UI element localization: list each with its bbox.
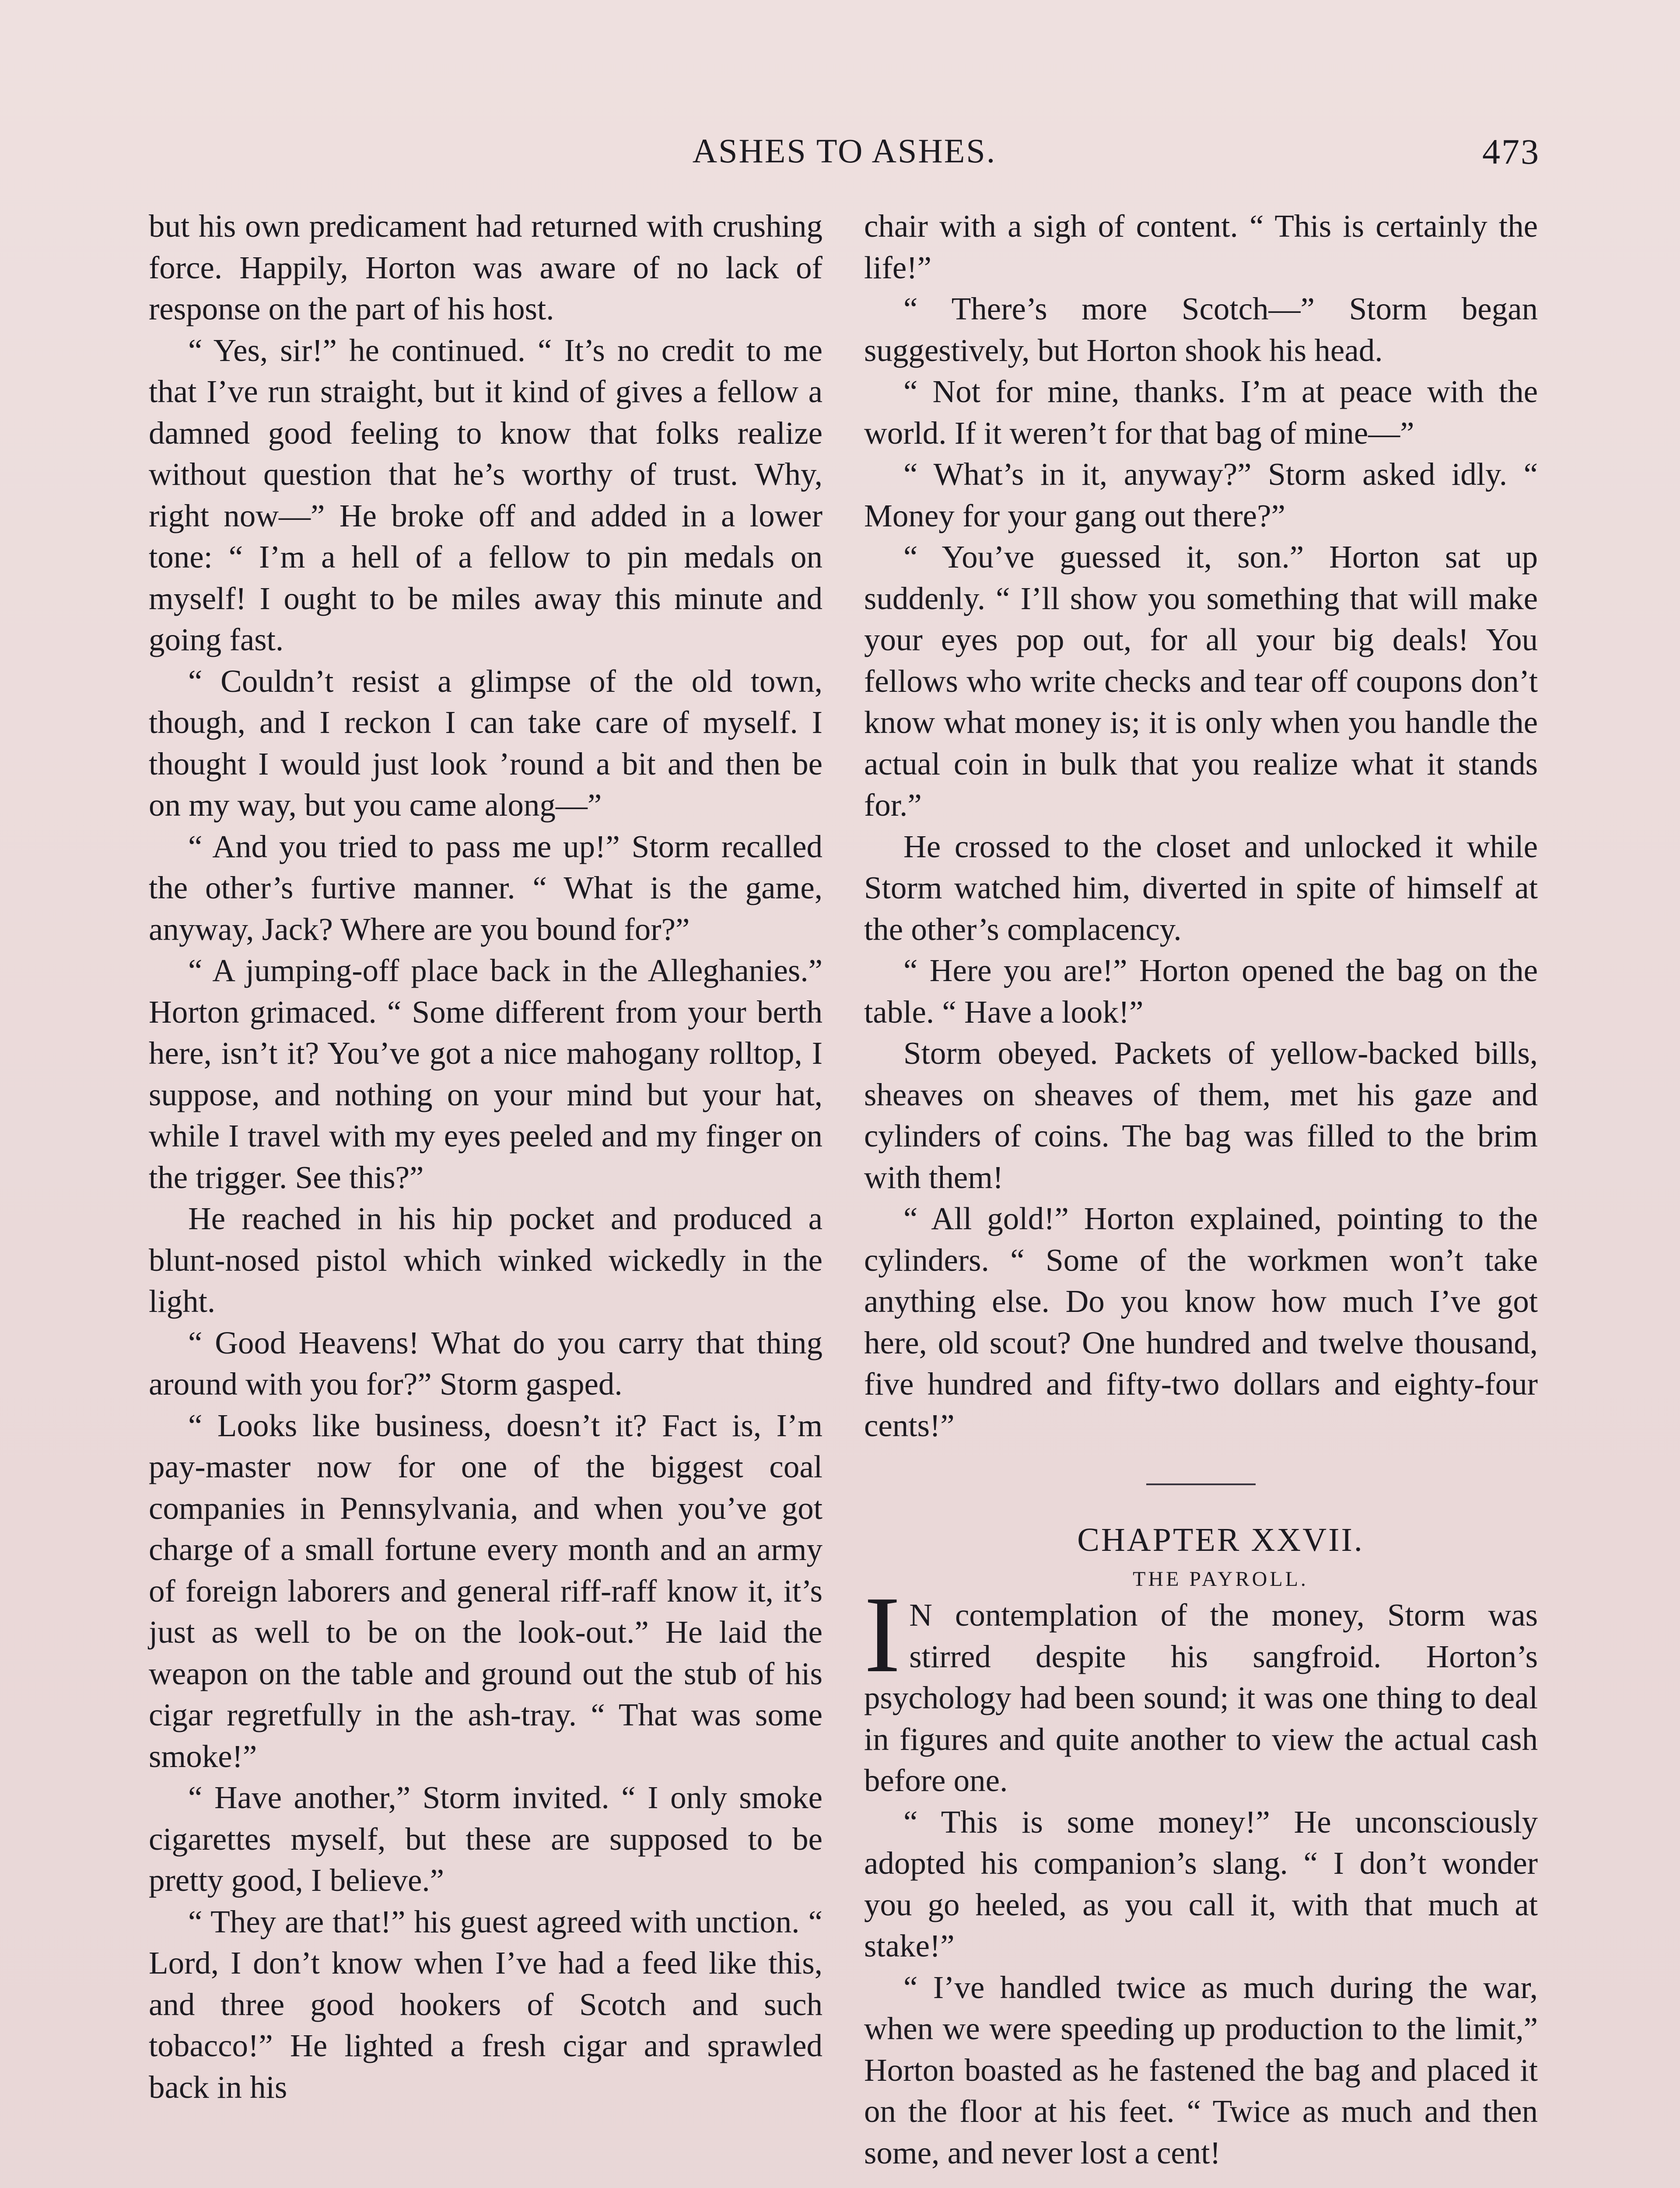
paragraph: “ Here you are!” Horton opened the bag on the table. “ Have a look!” <box>864 953 1538 1030</box>
paragraph: “ They are that!” his guest agreed with unction. “ Lord, I don’t know when I’ve had a feed like this, and three good hookers of Scotch and such tobacco!” He lighted a fresh cigar and sprawled back in his <box>149 1904 822 2105</box>
paragraph: “ Couldn’t resist a glimpse of the old town, though, and I reckon I can take care of myself. I thought I would just look ’round a bit and then be on my way, but you came along—” <box>149 663 822 823</box>
paragraph: “ What’s in it, anyway?” Storm asked idly. “ Money for your gang out there?” <box>864 456 1538 533</box>
paragraph: “ And you tried to pass me up!” Storm recalled the other’s furtive manner. “ What is the game, anyway, Jack? Where are you bound for?” <box>149 828 822 947</box>
paragraph: “ This is some money!” He unconsciously adopted his companion’s slang. “ I don’t wonder you go heeled, as you call it, with that much at stake!” <box>864 1804 1538 1964</box>
paragraph: He crossed to the closet and unlocked it while Storm watched him, diverted in spite of himself at the other’s complacency. <box>864 828 1538 947</box>
paragraph: “ Have another,” Storm invited. “ I only smoke cigarettes myself, but these are supposed to be pretty good, I believe.” <box>149 1780 822 1898</box>
chapter-heading: CHAPTER XXVII. <box>1077 1522 1364 1558</box>
opening-text: N contemplation of the money, Storm was stirred despite his sangfroid. Horton’s psychology had been sound; it was one thing to deal in figures and quite another to view the actual cash before one. <box>864 1597 1538 1798</box>
paragraph: “ You’ve guessed it, son.” Horton sat up suddenly. “ I’ll show you something that will make your eyes pop out, for all your big deals! You fellows who write checks and tear off coupons don’t know what money is; it is only when you handle the actual coin in bulk that you realize what it stands for.” <box>864 539 1538 823</box>
paragraph: “ Good Heavens! What do you carry that thing around with you for?” Storm gasped. <box>149 1325 822 1402</box>
chapter-subtitle: THE PAYROLL. <box>1133 1567 1309 1591</box>
page-number: 473 <box>1482 132 1540 172</box>
running-title: ASHES TO ASHES. <box>692 132 997 170</box>
paragraph: “ I’ve handled twice as much during the war, when we were speeding up production to the limit,” Horton boasted as he fastened the bag and placed it on the floor at his feet. “ Twice as much and then some, and never lost a cent! <box>864 1969 1538 2170</box>
paragraph: “ Not for mine, thanks. I’m at peace with the world. If it weren’t for that bag of mine—” <box>864 374 1538 451</box>
paragraph: “ Yes, sir!” he continued. “ It’s no credit to me that I’ve run straight, but it kind of gives a fellow a damned good feeling to know that folks realize without question that he’s worthy of trust. Why, right now—” He broke off and added in a lower tone: “ I’m a hell of a fellow to pin medals on myself! I ought to be miles away this minute and going fast. <box>149 332 822 657</box>
paragraph: “ Looks like business, doesn’t it? Fact is, I’m pay-master now for one of the biggest coal companies in Pennsylvania, and when you’ve got charge of a small fortune every month and an army of foreign laborers and general riff-raff know it, it’s just as well to be on the look-out.” He laid the weapon on the table and ground out the stub of his cigar regretfully in the ash-tray. “ That was some smoke!” <box>149 1407 822 1774</box>
paragraph: chair with a sigh of content. “ This is certainly the life!” <box>864 208 1538 285</box>
right-column <box>864 206 1538 2174</box>
paragraph: He reached in his hip pocket and produced a blunt-nosed pistol which winked wickedly in the light. <box>149 1201 822 1319</box>
paragraph: Storm obeyed. Packets of yellow-backed bills, sheaves on sheaves of them, met his gaze and cylinders of coins. The bag was filled to the brim with them! <box>864 1035 1538 1195</box>
paragraph: but his own predicament had returned with crushing force. Happily, Horton was aware of no lack of response on the part of his host. <box>149 208 822 326</box>
paragraph: “ All gold!” Horton explained, pointing to the cylinders. “ Some of the workmen won’t take anything else. Do you know how much I’ve got here, old scout? One hundred and twelve thousand, five hundred and fifty-two dollars and eighty-four cents!” <box>864 1201 1538 1443</box>
paragraph: “ There’s more Scotch—” Storm began suggestively, but Horton shook his head. <box>864 291 1538 368</box>
running-head <box>149 131 1540 184</box>
section-divider <box>1146 1483 1256 1485</box>
left-column <box>149 206 822 2108</box>
paragraph: “ A jumping-off place back in the Alleghanies.” Horton grimaced. “ Some different from your berth here, isn’t it? You’ve got a nice mahogany rolltop, I suppose, and nothing on your mind but your hat, while I travel with my eyes peeled and my finger on the trigger. See this?” <box>149 953 822 1195</box>
drop-cap: I <box>864 1574 901 1695</box>
